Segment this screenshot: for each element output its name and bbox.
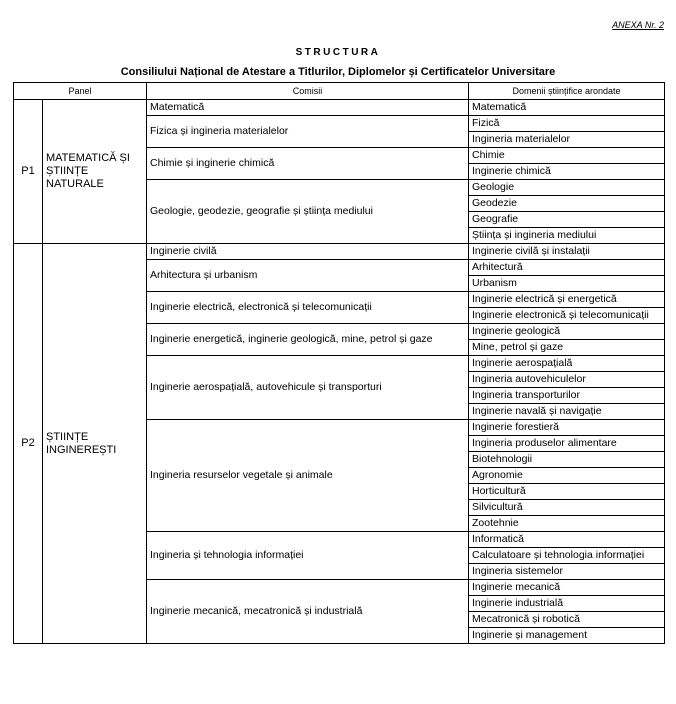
domain-name: Geodezie (469, 196, 665, 212)
commission-name: Matematică (147, 100, 469, 116)
domain-name: Informatică (469, 532, 665, 548)
domain-name: Mecatronică și robotică (469, 612, 665, 628)
domain-name: Inginerie și management (469, 628, 665, 644)
commission-name: Geologie, geodezie, geografie și știința mediului (147, 180, 469, 244)
panel-code: P1 (14, 100, 43, 244)
domain-name: Agronomie (469, 468, 665, 484)
panel-name: MATEMATICĂ ȘI ȘTIINȚE NATURALE (43, 100, 147, 244)
domain-name: Mine, petrol și gaze (469, 340, 665, 356)
domain-name: Inginerie geologică (469, 324, 665, 340)
domain-name: Inginerie industrială (469, 596, 665, 612)
commission-name: Ingineria și tehnologia informației (147, 532, 469, 580)
domain-name: Inginerie forestieră (469, 420, 665, 436)
domain-name: Inginerie chimică (469, 164, 665, 180)
domain-name: Ingineria materialelor (469, 132, 665, 148)
domain-name: Ingineria sistemelor (469, 564, 665, 580)
commission-name: Inginerie energetică, inginerie geologică, mine, petrol și gaze (147, 324, 469, 356)
commission-name: Fizica și ingineria materialelor (147, 116, 469, 148)
domain-name: Ingineria produselor alimentare (469, 436, 665, 452)
panel-name: ȘTIINȚE INGINEREȘTI (43, 244, 147, 644)
domain-name: Geologie (469, 180, 665, 196)
domain-name: Inginerie electrică și energetică (469, 292, 665, 308)
commission-name: Ingineria resurselor vegetale și animale (147, 420, 469, 532)
domain-name: Inginerie civilă și instalații (469, 244, 665, 260)
domain-name: Fizică (469, 116, 665, 132)
domain-name: Ingineria transporturilor (469, 388, 665, 404)
domain-name: Urbanism (469, 276, 665, 292)
domain-name: Știința și ingineria mediului (469, 228, 665, 244)
table-header-row (14, 83, 665, 100)
document-subtitle: Consiliului Național de Atestare a Titlurilor, Diplomelor și Certificatelor Universitare (120, 66, 556, 78)
commission-name: Inginerie electrică, electronică și telecomunicații (147, 292, 469, 324)
commission-name: Inginerie mecanică, mecatronică și industrială (147, 580, 469, 644)
domain-name: Biotehnologii (469, 452, 665, 468)
commission-name: Chimie și inginerie chimică (147, 148, 469, 180)
domain-name: Geografie (469, 212, 665, 228)
domain-name: Silvicultură (469, 500, 665, 516)
domain-name: Inginerie navală și navigație (469, 404, 665, 420)
header-panel: Panel (14, 83, 147, 100)
domain-name: Calculatoare și tehnologia informației (469, 548, 665, 564)
header-domains: Domenii științifice arondate (469, 83, 665, 100)
commission-name: Arhitectura și urbanism (147, 260, 469, 292)
document-title: STRUCTURA (295, 47, 381, 58)
domain-name: Ingineria autovehiculelor (469, 372, 665, 388)
domain-name: Arhitectură (469, 260, 665, 276)
domain-name: Zootehnie (469, 516, 665, 532)
table-body (14, 100, 665, 644)
domain-name: Horticultură (469, 484, 665, 500)
domain-name: Inginerie mecanică (469, 580, 665, 596)
domain-name: Matematică (469, 100, 665, 116)
structure-table (13, 82, 665, 644)
table-row (14, 100, 665, 116)
commission-name: Inginerie civilă (147, 244, 469, 260)
panel-code: P2 (14, 244, 43, 644)
domain-name: Inginerie electronică și telecomunicații (469, 308, 665, 324)
table-row (14, 244, 665, 260)
commission-name: Inginerie aerospațială, autovehicule și transporturi (147, 356, 469, 420)
annex-label: ANEXA Nr. 2 (612, 20, 664, 30)
domain-name: Chimie (469, 148, 665, 164)
domain-name: Inginerie aerospațială (469, 356, 665, 372)
header-commission: Comisii (147, 83, 469, 100)
